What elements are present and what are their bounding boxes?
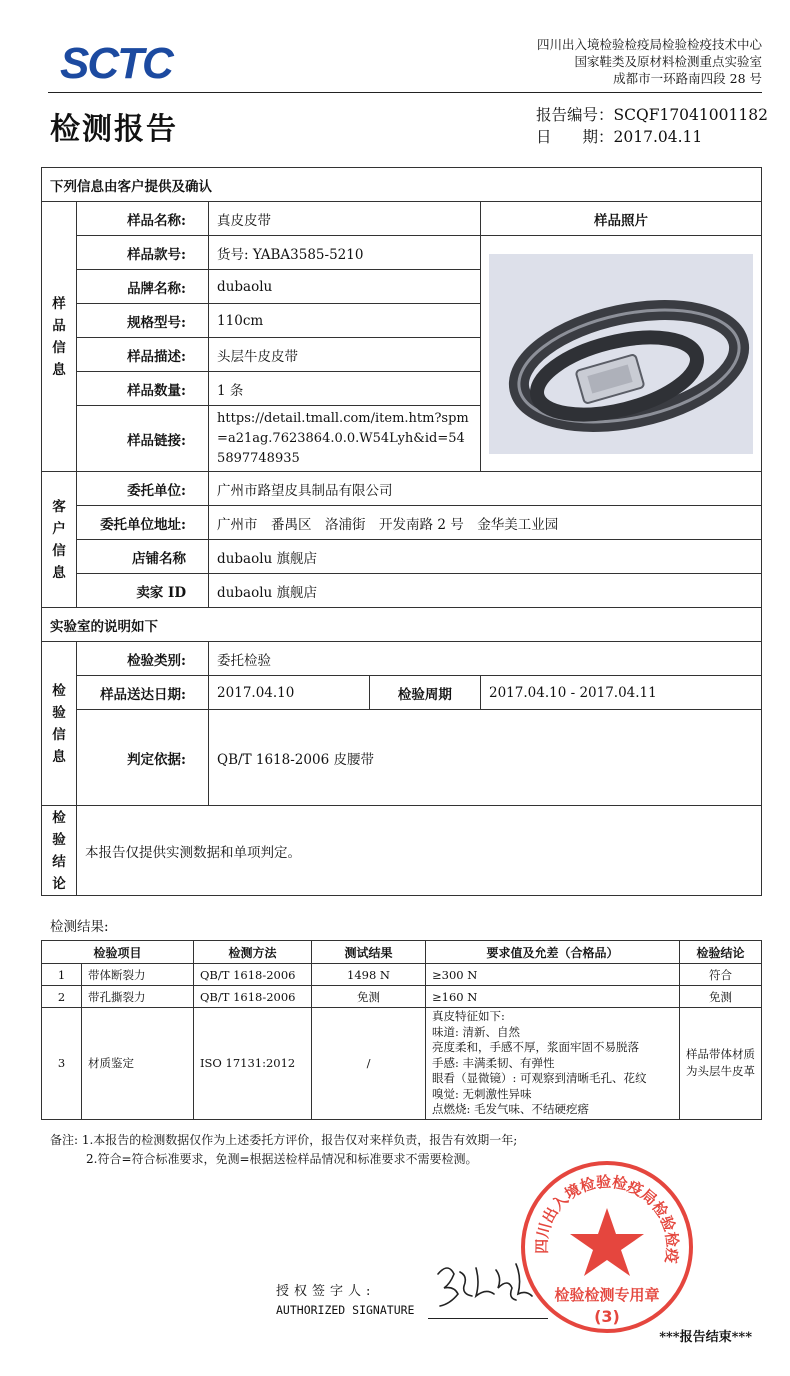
report-date: 2017.04.11 <box>613 128 703 146</box>
conclusion-text: 本报告仅提供实测数据和单项判定。 <box>77 806 762 896</box>
field-label: 检验类别: <box>77 642 209 676</box>
results-table <box>41 940 762 1120</box>
remark-line: 备注: 1.本报告的检测数据仅作为上述委托方评价，报告仅对来样负责，报告有效期一年; <box>50 1133 518 1147</box>
header-divider <box>48 92 762 93</box>
report-no: SCQF17041001182 <box>613 106 768 124</box>
field-label: 店铺名称 <box>77 540 209 574</box>
requirement-list: 真皮特征如下: 味道: 清新、自然 亮度柔和，手感不厚，浆面牢固不易脱落 手感: 丰满柔韧、有弹性 眼看（显微镜）: 可观察到清晰毛孔、花纹 嗅觉: 无刺激性异味 点燃烧: 毛发气味、不结硬疙瘩 <box>426 1008 680 1120</box>
results-label: 检测结果: <box>50 919 109 935</box>
client-section-heading: 下列信息由客户提供及确认 <box>42 168 762 202</box>
organization-block <box>537 36 762 87</box>
field-value: 2017.04.10 <box>209 676 370 710</box>
field-label: 样品数量: <box>77 372 209 406</box>
report-title: 检测报告 <box>50 112 178 147</box>
verdict: 免测 <box>680 986 762 1008</box>
column-header: 检测方法 <box>194 941 312 964</box>
requirement: ≥160 N <box>426 986 680 1008</box>
field-label: 卖家 ID <box>77 574 209 608</box>
field-value: 2017.04.10 - 2017.04.11 <box>481 676 762 710</box>
test-method: QB/T 1618-2006 <box>194 964 312 986</box>
row-number: 3 <box>42 1008 82 1120</box>
official-seal <box>518 1158 696 1336</box>
test-item: 带孔撕裂力 <box>82 986 194 1008</box>
conclusion-side-label: 检 验 结 论 <box>42 806 77 896</box>
info-table <box>41 167 762 896</box>
photo-cell <box>481 236 762 472</box>
field-label: 委托单位: <box>77 472 209 506</box>
photo-heading: 样品照片 <box>481 202 762 236</box>
table-row <box>42 964 762 986</box>
org-line: 成都市一环路南四段 28 号 <box>613 71 762 86</box>
row-number: 2 <box>42 986 82 1008</box>
test-item: 带体断裂力 <box>82 964 194 986</box>
report-no-label: 报告编号： <box>536 106 614 124</box>
svg-text:(3): (3) <box>594 1307 620 1326</box>
product-link[interactable]: https://detail.tmall.com/item.htm?spm=a21ag.7623864.0.0.W54Lyh&id=545897748935 <box>209 406 481 472</box>
field-label: 样品链接: <box>77 406 209 472</box>
row-number: 1 <box>42 964 82 986</box>
remark-line: 2.符合=符合标准要求，免测=根据送检样品情况和标准要求不需要检测。 <box>86 1152 478 1166</box>
signature-label-cn: 授权签字人: <box>276 1284 376 1299</box>
field-label: 样品名称: <box>77 202 209 236</box>
lab-section-heading: 实验室的说明如下 <box>42 608 762 642</box>
table-row <box>42 1008 762 1120</box>
handwritten-signature <box>430 1254 540 1314</box>
test-item: 材质鉴定 <box>82 1008 194 1120</box>
field-label: 检验周期 <box>369 676 480 710</box>
sample-info-side-label: 样 品 信 息 <box>42 202 77 472</box>
field-value: 委托检验 <box>209 642 762 676</box>
sctc-logo <box>60 38 172 88</box>
test-result: 1498 N <box>312 964 426 986</box>
svg-text:SCTC: SCTC <box>60 39 172 88</box>
field-value: QB/T 1618-2006 皮腰带 <box>209 710 762 806</box>
column-header: 测试结果 <box>312 941 426 964</box>
requirement: ≥300 N <box>426 964 680 986</box>
field-label: 样品款号: <box>77 236 209 270</box>
field-label: 委托单位地址: <box>77 506 209 540</box>
field-value: 110cm <box>209 304 481 338</box>
field-label: 品牌名称: <box>77 270 209 304</box>
table-row <box>42 986 762 1008</box>
field-value: 1 条 <box>209 372 481 406</box>
org-line: 四川出入境检验检疫局检验检疫技术中心 <box>536 37 762 52</box>
test-method: ISO 17131:2012 <box>194 1008 312 1120</box>
column-header: 检验项目 <box>42 941 194 964</box>
signature-rule <box>428 1318 548 1319</box>
signature-label-en: AUTHORIZED SIGNATURE <box>276 1303 415 1317</box>
verdict: 符合 <box>680 964 762 986</box>
field-label: 判定依据: <box>77 710 209 806</box>
field-value: 广州市 番禺区 洛浦街 开发南路 2 号 金华美工业园 <box>209 506 762 540</box>
field-value: 头层牛皮皮带 <box>209 338 481 372</box>
column-header: 检验结论 <box>680 941 762 964</box>
field-label: 样品描述: <box>77 338 209 372</box>
field-value: dubaolu <box>209 270 481 304</box>
field-value: 货号: YABA3585-5210 <box>209 236 481 270</box>
test-result: 免测 <box>312 986 426 1008</box>
test-method: QB/T 1618-2006 <box>194 986 312 1008</box>
inspection-info-side-label: 检 验 信 息 <box>42 642 77 806</box>
field-value: dubaolu 旗舰店 <box>209 540 762 574</box>
test-result: / <box>312 1008 426 1120</box>
svg-text:检验检测专用章: 检验检测专用章 <box>554 1286 660 1304</box>
field-value: 广州市路望皮具制品有限公司 <box>209 472 762 506</box>
verdict: 样品带体材质为头层牛皮革 <box>680 1008 762 1120</box>
client-info-side-label: 客 户 信 息 <box>42 472 77 608</box>
field-value: dubaolu 旗舰店 <box>209 574 762 608</box>
belt-photo <box>489 254 753 454</box>
field-value: 真皮皮带 <box>209 202 481 236</box>
field-label: 规格型号: <box>77 304 209 338</box>
svg-text:四川出入境检验检疫局检验检疫技术中心: 四川出入境检验检疫局检验检疫 <box>532 1172 682 1265</box>
field-label: 样品送达日期: <box>77 676 209 710</box>
column-header: 要求值及允差（合格品） <box>426 941 680 964</box>
report-end: ***报告结束*** <box>659 1330 752 1345</box>
org-line: 国家鞋类及原材料检测重点实验室 <box>574 54 762 69</box>
date-label: 日 期： <box>536 128 614 146</box>
remarks <box>50 1131 517 1169</box>
report-meta <box>536 104 768 148</box>
